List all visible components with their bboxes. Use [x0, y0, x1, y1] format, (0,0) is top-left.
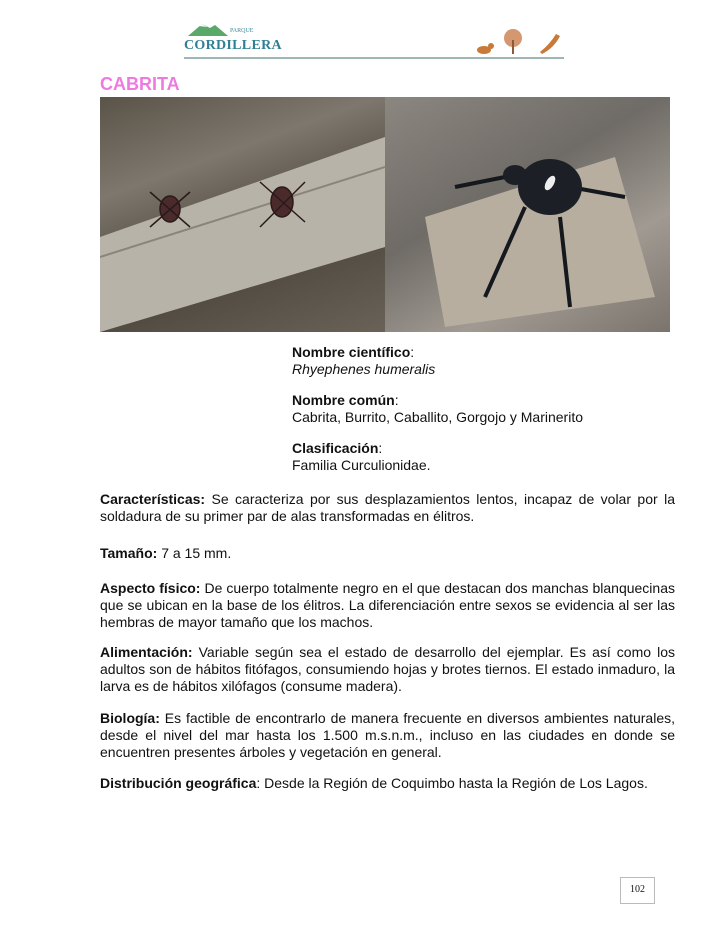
classification-block [292, 440, 583, 474]
paragraph-caracteristicas [100, 491, 675, 525]
info-suffix: : [394, 392, 399, 408]
para-text: Variable según sea el estado de desarrollo del ejemplar. Es así como los adultos son de hábitos fitófagos, consumiendo hojas y brotes tiernos. El estado inmaduro, la larva es de hábitos xilófagos (consume madera). [100, 644, 675, 694]
logo-text-main: CORDILLERA [184, 38, 282, 53]
common-name-block [292, 392, 583, 426]
para-text: 7 a 15 mm. [157, 545, 232, 561]
para-label: Características: [100, 491, 206, 507]
parque-cordillera-logo [184, 22, 282, 56]
info-suffix: : [410, 344, 415, 360]
info-label: Nombre común [292, 392, 395, 408]
para-label: Alimentación: [100, 644, 193, 660]
info-value: Cabrita, Burrito, Caballito, Gorgojo y Marinerito [292, 409, 584, 425]
para-text: De cuerpo totalmente negro en el que destacan dos manchas blanquecinas que se ubican en la base de los élitros. La diferenciación entre sexos se evidencia al ser las hembras de mayor tamaño que los machos. [100, 580, 675, 630]
paragraph-aspecto [100, 580, 675, 631]
mountain-icon [188, 22, 228, 36]
para-text: : Desde la Región de Coquimbo hasta la Región de Los Lagos. [256, 775, 648, 791]
para-label: Distribución geográfica [100, 775, 257, 791]
photo-beetles-on-log [100, 97, 385, 332]
para-text: Se caracteriza por sus desplazamientos lentos, incapaz de volar por la soldadura de su primer par de alas transformadas en élitros. [100, 491, 675, 524]
paragraph-distribucion [100, 775, 675, 792]
species-info [292, 344, 583, 488]
logo-text-small: PARQUE [230, 28, 254, 34]
scientific-name-block [292, 344, 583, 378]
info-value: Rhyephenes humeralis [292, 361, 436, 377]
header-rule [184, 57, 564, 59]
page-title: CABRITA [100, 74, 180, 94]
para-label: Aspecto físico: [100, 580, 201, 596]
page-number: 102 [620, 877, 655, 904]
photo-beetle-on-leaf [385, 97, 670, 332]
info-value: Familia Curculionidae. [292, 457, 431, 473]
paragraph-tamano [100, 545, 675, 562]
info-suffix: : [378, 440, 383, 456]
info-label: Clasificación [292, 440, 379, 456]
wildlife-illustration-icon [470, 26, 565, 58]
para-text: Es factible de encontrarlo de manera frecuente en diversos ambientes naturales, desde el nivel del mar hasta los 1.500 m.s.n.m., incluso en las ciudades en donde se encuentren presentes árboles y vegetación en general. [100, 710, 675, 760]
info-label: Nombre científico [292, 344, 411, 360]
paragraph-biologia [100, 710, 675, 761]
para-label: Biología: [100, 710, 160, 726]
para-label: Tamaño: [100, 545, 158, 561]
paragraph-alimentacion [100, 644, 675, 695]
